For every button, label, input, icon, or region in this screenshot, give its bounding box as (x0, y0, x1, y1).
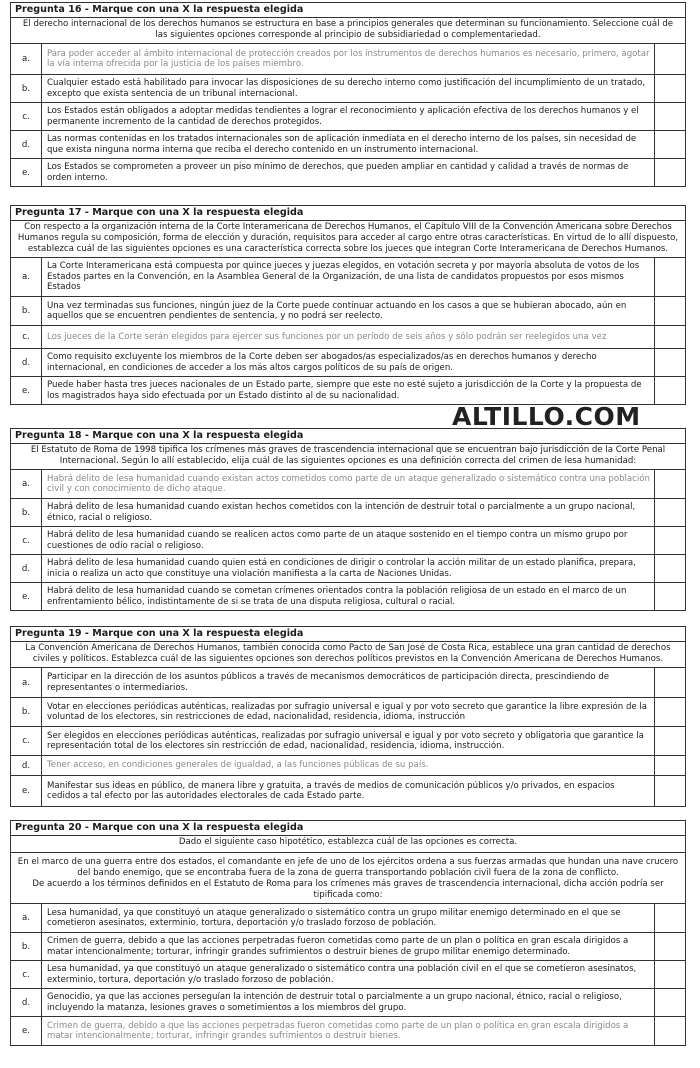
answer-checkbox[interactable] (654, 326, 685, 348)
option-text: Crimen de guerra, debido a que las acciones perpetradas fueron cometidas como parte de un plan o política en gran escala dirigidos a matar intencionalmente; torturar, infringir grandes sufrimientos o destruir bienes. (47, 1020, 629, 1041)
option-letter: a. (11, 470, 42, 498)
answer-checkbox[interactable] (654, 727, 685, 755)
option-letter: c. (11, 326, 42, 348)
option-text: Habrá delito de lesa humanidad cuando existan actos cometidos como parte de un ataque generalizado o sistemático contra una población civil y con conocimiento de dicho ataque. (47, 473, 651, 494)
option-d[interactable] (11, 131, 685, 159)
option-c[interactable] (11, 103, 685, 131)
option-text: Participar en la dirección de los asuntos públicos a través de mecanismos democráticos de participación directa, prescindiendo de representantes o intermediarios. (47, 672, 610, 693)
option-text: Genocidio, ya que las acciones perseguían la intención de destruir total o parcialmente a un grupo nacional, étnico, racial o religioso, incluyendo la matanza, lesiones graves o sometimientos a los miembros del grupo. (47, 992, 622, 1013)
option-text: Votar en elecciones periódicas auténticas, realizadas por sufragio universal e igual y por voto secreto que garantice la libre expresión de la voluntad de los electores, sin restricciones de edad, nacionalidad, residencia, idioma, instrucción (47, 701, 648, 722)
option-letter: d. (11, 555, 42, 582)
option-text: La Corte Interamericana está compuesta por quince jueces y juezas elegidos, en votación secreta y por mayoría absoluta de votos de los Estados partes en la Convención, en la Asamblea General de la Organización, de una lista de candidatos propuestos por esos mismos Estados (47, 261, 640, 293)
question-prompt (11, 18, 685, 44)
answer-checkbox[interactable] (654, 933, 685, 960)
option-letter: a. (11, 44, 42, 74)
option-letter: b. (11, 75, 42, 102)
option-text: Como requisito excluyente los miembros de la Corte deben ser abogados/as especializados/as en derechos humanos y derecho internacional, en condiciones de acceder a los más altos cargos políticos de su país de origen. (47, 352, 597, 373)
question-title: Pregunta 20 - Marque con una X la respuesta elegida (11, 821, 685, 836)
option-text: Habrá delito de lesa humanidad cuando existan hechos cometidos con la intención de destruir total o parcialmente a un grupo nacional, étnico, racial o religioso. (47, 502, 636, 523)
answer-checkbox[interactable] (654, 583, 685, 610)
question-17 (10, 205, 686, 405)
option-text: Habrá delito de lesa humanidad cuando se realicen actos como parte de un ataque sostenido en el tiempo contra un mismo grupo por cuestiones de odio racial o religioso. (47, 530, 628, 551)
option-c[interactable] (11, 727, 685, 756)
answer-checkbox[interactable] (654, 1017, 685, 1045)
option-d[interactable] (11, 989, 685, 1017)
option-letter: c. (11, 103, 42, 130)
option-letter: b. (11, 297, 42, 325)
question-19 (10, 626, 686, 807)
option-d[interactable] (11, 756, 685, 776)
option-text: Lesa humanidad, ya que constituyó un ataque generalizado o sistemático contra una población civil en el que se cometieron asesinatos, exterminio, tortura, deportación y/o traslado forzoso de población. (47, 964, 637, 985)
option-text: Para poder acceder al ámbito internacional de protección creados por los instrumentos de derechos humanos es necesario, primero, agotar la vía interna ofrecida por la justicia de los países miembro. (47, 48, 650, 69)
answer-checkbox[interactable] (654, 776, 685, 806)
question-18 (10, 428, 686, 611)
option-text: Lesa humanidad, ya que constituyó un ataque generalizado o sistemático contra un grupo militar enemigo determinado en el que se cometieron asesinatos, exterminio, tortura, deportación y/o traslado forzoso de población. (47, 907, 621, 928)
question-title: Pregunta 16 - Marque con una X la respuesta elegida (11, 3, 685, 18)
option-b[interactable] (11, 933, 685, 961)
option-b[interactable] (11, 499, 685, 527)
prompt-paragraph: La Convención Americana de Derechos Humanos, también conocida como Pacto de San José de Costa Rica, establece una gran cantidad de derechos civiles y políticos. Establezca cuál de las siguientes opciones son derechos políticos previstos en la Convención Americana de Derechos Humanos. (25, 643, 671, 664)
option-letter: a. (11, 904, 42, 932)
option-letter: c. (11, 727, 42, 755)
option-text: Manifestar sus ideas en público, de manera libre y gratuita, a través de medios de comunicación públicos y/o privados, en espacios cedidos a tal efecto por las autoridades electorales de cada Estado parte. (47, 780, 615, 801)
option-letter: c. (11, 961, 42, 988)
option-b[interactable] (11, 75, 685, 103)
option-e[interactable] (11, 1017, 685, 1045)
answer-checkbox[interactable] (654, 961, 685, 988)
option-letter: a. (11, 668, 42, 697)
option-letter: d. (11, 349, 42, 376)
question-prompt (11, 642, 685, 668)
option-a[interactable] (11, 904, 685, 933)
option-b[interactable] (11, 698, 685, 727)
option-text: Crimen de guerra, debido a que las acciones perpetradas fueron cometidas como parte de un plan o política en gran escala dirigidos a matar intencionalmente; torturar, infringir grandes sufrimientos o destruir bienes de grupo militar enemigo determinado. (47, 936, 629, 957)
option-text: Cualquier estado está habilitado para invocar las disposiciones de su derecho interno como justificación del incumplimiento de un tratado, excepto que exista sentencia de un tribunal internacional. (47, 78, 646, 99)
option-letter: b. (11, 698, 42, 726)
option-letter: e. (11, 159, 42, 186)
question-title: Pregunta 19 - Marque con una X la respuesta elegida (11, 627, 685, 642)
answer-checkbox[interactable] (654, 131, 685, 158)
answer-checkbox[interactable] (654, 904, 685, 932)
option-text: Tener acceso, en condiciones generales de igualdad, a las funciones públicas de su país. (47, 760, 429, 771)
option-letter: e. (11, 1017, 42, 1045)
option-text: Los Estados están obligados a adoptar medidas tendientes a lograr el reconocimiento y aplicación efectiva de los derechos humanos y el permanente incremento de la cantidad de derechos protegidos. (47, 106, 639, 127)
option-text: Ser elegidos en elecciones periódicas auténticas, realizadas por sufragio universal e igual y por voto secreto y obligatoria que garantice la representación total de los electores sin restricción de edad, nacionalidad, residencia, idioma, instrucción. (47, 730, 644, 751)
prompt-paragraph: Con respecto a la organización interna de la Corte Interamericana de Derechos Humanos, el Capítulo VIII de la Convención Americana sobre Derechos Humanos regula su composición, forma de elección y duración, requisitos para acceder al cargo entre otras características. En virtud de lo allí dispuesto, establezca cuál de las siguientes opciones es una característica correcta sobre los jueces que integran Corte Interamericana de Derechos Humanos. (17, 222, 679, 254)
answer-checkbox[interactable] (654, 258, 685, 296)
answer-checkbox[interactable] (654, 470, 685, 498)
option-letter: c. (11, 527, 42, 554)
question-prompt (11, 444, 685, 470)
prompt-paragraph: Dado el siguiente caso hipotético, establezca cuál de las opciones es correcta. (178, 837, 518, 847)
option-e[interactable] (11, 377, 685, 404)
option-e[interactable] (11, 583, 685, 610)
option-e[interactable] (11, 159, 685, 186)
option-e[interactable] (11, 776, 685, 806)
question-16 (10, 2, 686, 187)
option-c[interactable] (11, 961, 685, 989)
answer-checkbox[interactable] (654, 698, 685, 726)
question-20 (10, 820, 686, 1046)
question-title: Pregunta 17 - Marque con una X la respuesta elegida (11, 206, 685, 221)
answer-checkbox[interactable] (654, 75, 685, 102)
answer-checkbox[interactable] (654, 668, 685, 697)
prompt-paragraph: En el marco de una guerra entre dos estados, el comandante en jefe de uno de los ejércitos ordena a sus fuerzas armadas que hundan una nave crucero del bando enemigo, que se encontraba fuera de la zona de guerra transportando población civil fuera de la zona de conflicto. (17, 857, 679, 878)
answer-checkbox[interactable] (654, 499, 685, 526)
answer-checkbox[interactable] (654, 527, 685, 554)
option-letter: d. (11, 131, 42, 158)
option-text: Los jueces de la Corte serán elegidos para ejercer sus funciones por un período de seis años y sólo podrán ser reelegidos una vez (47, 331, 607, 342)
option-text: Puede haber hasta tres jueces nacionales de un Estado parte, siempre que este no esté sujeto a jurisdicción de la Corte y la propuesta de los magistrados haya sido efectuada por un Estado distinto al de su nacionalidad. (47, 380, 642, 401)
answer-checkbox[interactable] (654, 44, 685, 74)
option-d[interactable] (11, 555, 685, 583)
answer-checkbox[interactable] (654, 297, 685, 325)
option-a[interactable] (11, 44, 685, 75)
option-letter: d. (11, 989, 42, 1016)
answer-checkbox[interactable] (654, 756, 685, 775)
question-title: Pregunta 18 - Marque con una X la respuesta elegida (11, 429, 685, 444)
option-letter: b. (11, 499, 42, 526)
option-letter: b. (11, 933, 42, 960)
option-d[interactable] (11, 349, 685, 377)
option-a[interactable] (11, 668, 685, 698)
question-prompt-case (11, 853, 685, 904)
answer-checkbox[interactable] (654, 555, 685, 582)
option-letter: d. (11, 756, 42, 775)
option-a[interactable] (11, 470, 685, 499)
option-c[interactable] (11, 527, 685, 555)
option-text: Habrá delito de lesa humanidad cuando se cometan crímenes orientados contra la población religiosa de un estado en el marco de un enfrentamiento bélico, indistintamente de si se trata de una disputa religiosa, cultural o racial. (47, 586, 627, 607)
option-letter: e. (11, 583, 42, 610)
option-c[interactable] (11, 326, 685, 349)
option-text: Las normas contenidas en los tratados internacionales son de aplicación inmediata en el derecho interno de los países, sin necesidad de que exista ninguna norma interna que reciba el derecho contenido en un instrumento internacional. (47, 134, 637, 155)
option-text: Los Estados se comprometen a proveer un piso mínimo de derechos, que pueden ampliar en cantidad y calidad a través de normas de orden interno. (47, 162, 629, 183)
prompt-paragraph: De acuerdo a los términos definidos en el Estatuto de Roma para los crímenes más graves de trascendencia internacional, dicha acción podría ser tipificada como: (32, 879, 664, 900)
altillo-watermark-logo: ALTILLO.COM (452, 402, 641, 431)
option-text: Habrá delito de lesa humanidad cuando quien está en condiciones de dirigir o controlar la acción militar de un estado planifica, prepara, inicia o realiza un acto que constituye una violación manifiesta a la carta de Naciones Unidas. (47, 558, 636, 579)
option-b[interactable] (11, 297, 685, 326)
question-prompt (11, 221, 685, 258)
answer-checkbox[interactable] (654, 989, 685, 1016)
question-prompt-intro (11, 836, 685, 853)
option-a[interactable] (11, 258, 685, 297)
prompt-paragraph: El derecho internacional de los derechos humanos se estructura en base a principios generales que determinan su funcionamiento. Seleccione cuál de las siguientes opciones corresponde al principio de subsidiariedad o complementariedad. (22, 19, 674, 40)
prompt-paragraph: El Estatuto de Roma de 1998 tipifica los crímenes más graves de trascendencia internacional que se encuentran bajo jurisdicción de la Corte Penal Internacional. Según lo allí establecido, elija cuál de las siguientes opciones es una definición correcta del crimen de lesa humanidad: (30, 445, 666, 466)
option-letter: e. (11, 776, 42, 806)
option-letter: a. (11, 258, 42, 296)
answer-checkbox[interactable] (654, 377, 685, 404)
answer-checkbox[interactable] (654, 349, 685, 376)
option-letter: e. (11, 377, 42, 404)
option-text: Una vez terminadas sus funciones, ningún juez de la Corte puede continuar actuando en los casos a que se hubieran abocado, aún en aquellos que se encuentren pendientes de sentencia, y no podrá ser reelecto. (47, 300, 627, 321)
answer-checkbox[interactable] (654, 103, 685, 130)
answer-checkbox[interactable] (654, 159, 685, 186)
